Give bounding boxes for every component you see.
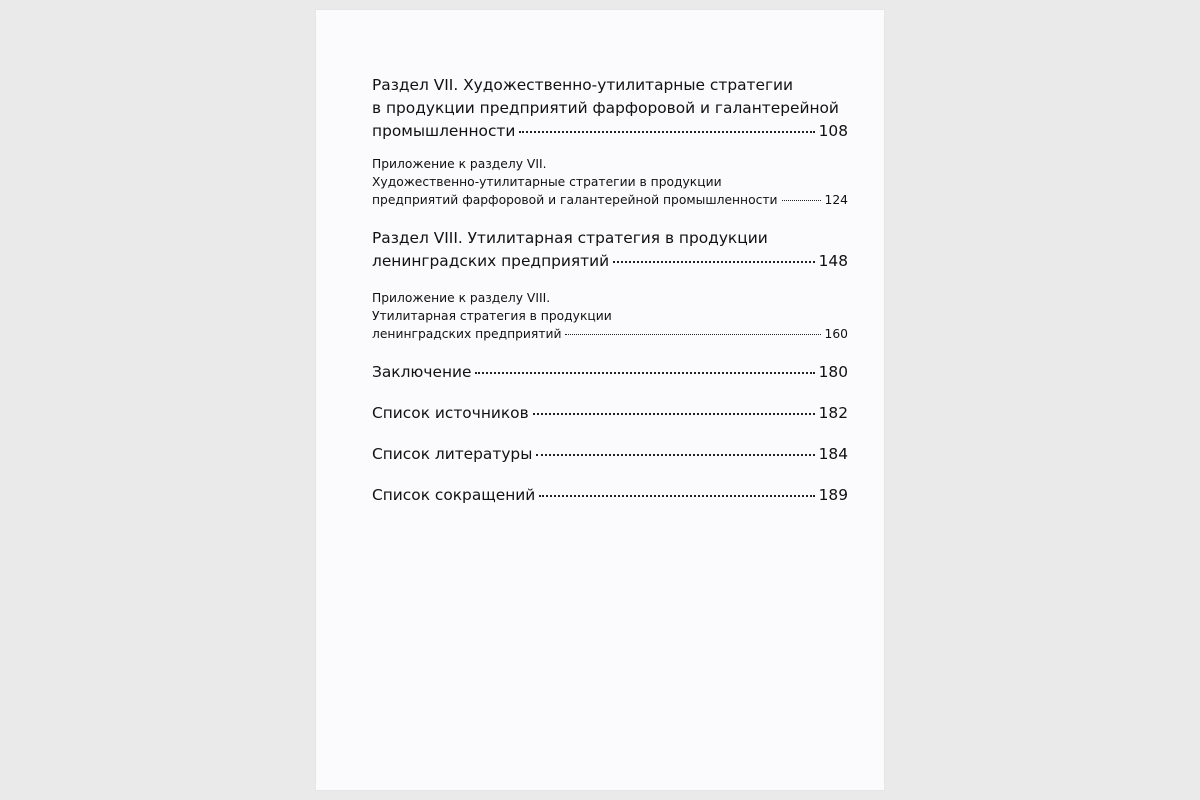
toc-entry-section-7 (372, 74, 848, 143)
dot-leader (519, 131, 814, 133)
toc-entry-appendix-8 (372, 289, 848, 343)
toc-page-number: 189 (818, 486, 848, 504)
toc-entry-title-line: Раздел VII. Художественно-утилитарные стратегии (372, 76, 794, 94)
toc-entry-row (372, 402, 848, 425)
toc-entry-row (372, 191, 848, 209)
toc-entry-literature (372, 443, 848, 466)
toc-entry-conclusion (372, 361, 848, 384)
toc-entry-appendix-7 (372, 155, 848, 209)
toc-entry-row (372, 484, 848, 507)
toc-page-number: 160 (824, 327, 848, 341)
toc-entry-title-line: Утилитарная стратегия в продукции (372, 309, 612, 323)
toc-entry-abbreviations (372, 484, 848, 507)
dot-leader (565, 334, 820, 335)
toc-entry-title-line: Раздел VIII. Утилитарная стратегия в продукции (372, 229, 768, 247)
dot-leader (536, 454, 814, 456)
toc-entry-title-line: ленинградских предприятий (372, 252, 610, 270)
toc-page-number: 180 (818, 363, 848, 381)
toc-page-number: 148 (818, 252, 848, 270)
toc-entry-title-line: Художественно-утилитарные стратегии в продукции (372, 175, 722, 189)
toc-entry-row (372, 361, 848, 384)
toc-entry-sources (372, 402, 848, 425)
toc-entry-title-line: ленинградских предприятий (372, 327, 562, 341)
toc-entry-row (372, 443, 848, 466)
table-of-contents (372, 74, 848, 507)
toc-page-number: 124 (824, 193, 848, 207)
dot-leader (613, 261, 814, 263)
toc-entry-title-line: предприятий фарфоровой и галантерейной промышленности (372, 193, 778, 207)
toc-entry-title-line: Приложение к разделу VII. (372, 157, 547, 171)
toc-entry-title-line: промышленности (372, 122, 516, 140)
toc-entry-title-line: Список сокращений (372, 486, 536, 504)
book-page (316, 10, 884, 790)
dot-leader (539, 495, 814, 497)
dot-leader (782, 200, 821, 201)
toc-entry-title-line: в продукции предприятий фарфоровой и галантерейной (372, 99, 839, 117)
toc-entry-title-line: Заключение (372, 363, 472, 381)
toc-entry-row (372, 250, 848, 273)
dot-leader (475, 372, 814, 374)
toc-entry-row (372, 120, 848, 143)
toc-page-number: 182 (818, 404, 848, 422)
toc-entry-title-line: Список литературы (372, 445, 533, 463)
toc-entry-title-line: Список источников (372, 404, 529, 422)
toc-page-number: 184 (818, 445, 848, 463)
toc-entry-section-8 (372, 227, 848, 273)
toc-entry-title-line: Приложение к разделу VIII. (372, 291, 551, 305)
toc-page-number: 108 (818, 122, 848, 140)
dot-leader (533, 413, 815, 415)
toc-entry-row (372, 325, 848, 343)
